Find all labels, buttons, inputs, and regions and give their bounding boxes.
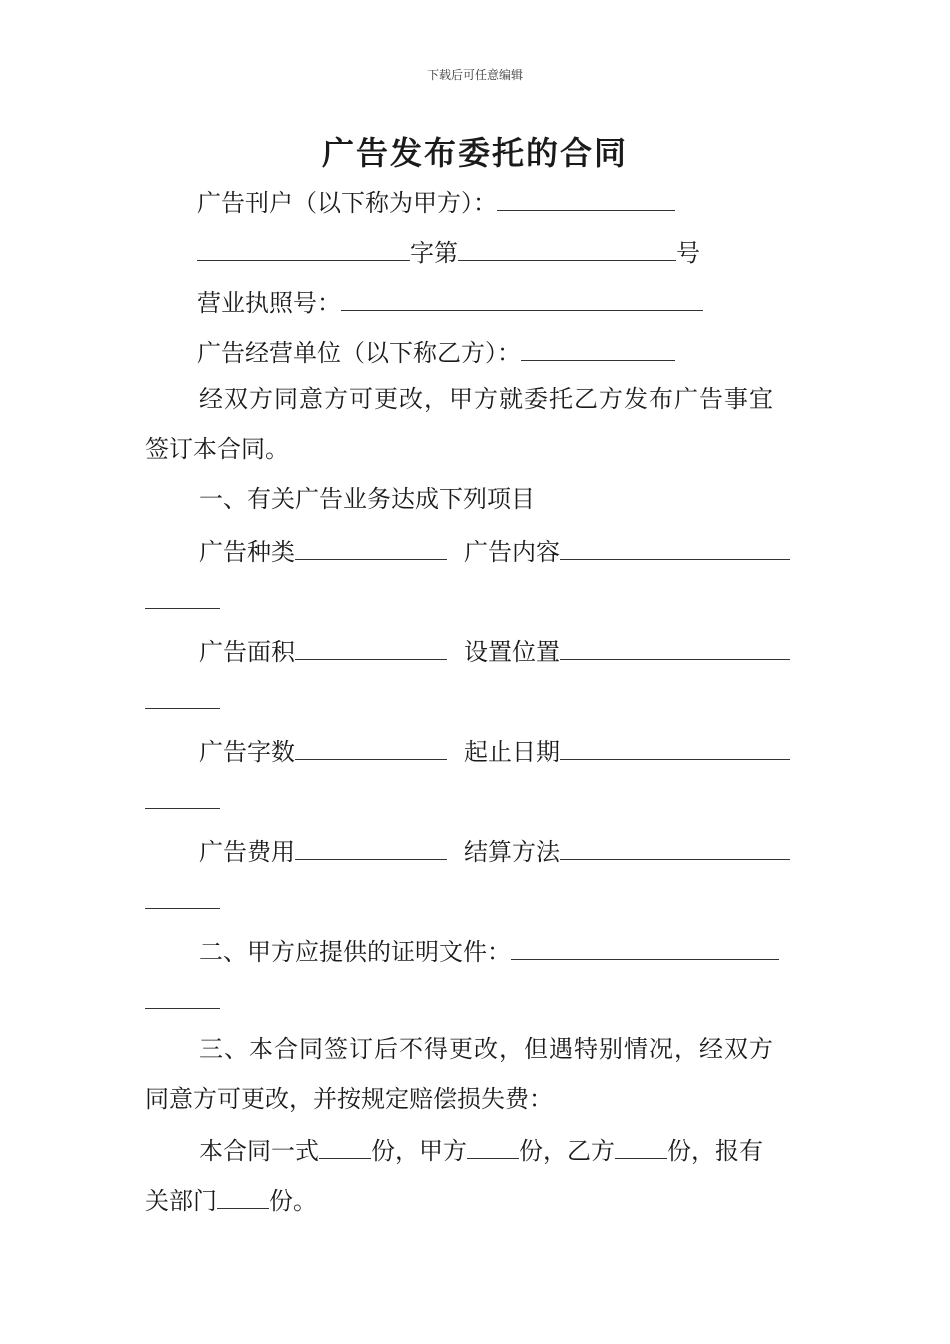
license-mid-label: 字第 (410, 239, 458, 267)
document-title: 广告发布委托的合同 (321, 134, 628, 172)
license-end-label: 号 (676, 239, 700, 267)
copies-text: 关部门 (145, 1187, 217, 1215)
business-license-blank[interactable] (341, 284, 703, 311)
item-blank-continuation[interactable] (145, 807, 220, 809)
item-label: 广告内容 (464, 538, 560, 566)
license-number-blank[interactable] (458, 234, 676, 261)
item-blank[interactable] (295, 733, 447, 760)
item-label: 广告面积 (199, 638, 295, 666)
section-2-line (199, 933, 779, 968)
item-label: 起止日期 (464, 738, 560, 766)
intro-line-2: 签订本合同。 (145, 435, 289, 463)
party-b-label: 广告经营单位（以下称乙方）： (197, 339, 521, 367)
header-note: 下载后可任意编辑 (426, 68, 523, 82)
item-blank[interactable] (295, 533, 447, 560)
section-1-heading: 一、有关广告业务达成下列项目 (199, 485, 535, 513)
total-copies-blank[interactable] (319, 1132, 371, 1159)
item-blank[interactable] (295, 633, 447, 660)
item-row (199, 533, 790, 568)
party-b-blank[interactable] (521, 334, 675, 361)
item-blank[interactable] (560, 733, 790, 760)
section-3-line-2: 同意方可更改，并按规定赔偿损失费： (145, 1085, 553, 1113)
copies-text: 份，甲方 (371, 1137, 467, 1165)
license-prefix-blank[interactable] (197, 234, 410, 261)
item-label: 结算方法 (464, 838, 560, 866)
item-blank[interactable] (560, 633, 790, 660)
party-a-label: 广告刊户（以下称为甲方）： (197, 189, 497, 217)
item-blank-continuation[interactable] (145, 707, 220, 709)
copies-text: 份，乙方 (519, 1137, 615, 1165)
party-a-copies-blank[interactable] (467, 1132, 519, 1159)
business-license-label: 营业执照号： (197, 289, 341, 317)
copies-text: 份。 (269, 1187, 317, 1215)
item-label: 广告费用 (199, 838, 295, 866)
item-label: 广告种类 (199, 538, 295, 566)
section-3-line-1: 三、本合同签订后不得更改，但遇特别情况，经双方 (199, 1035, 774, 1063)
party-a-line (197, 184, 675, 219)
item-row (199, 633, 790, 668)
license-number-line (197, 234, 700, 269)
party-a-blank[interactable] (497, 184, 675, 211)
copies-line-1 (199, 1132, 763, 1167)
item-blank-continuation[interactable] (145, 907, 220, 909)
department-copies-blank[interactable] (217, 1182, 269, 1209)
item-blank[interactable] (560, 833, 790, 860)
item-blank[interactable] (560, 533, 790, 560)
party-b-line (197, 334, 675, 369)
item-row (199, 833, 790, 868)
item-blank-continuation[interactable] (145, 607, 220, 609)
section-2-label: 二、甲方应提供的证明文件： (199, 938, 511, 966)
item-label: 设置位置 (464, 638, 560, 666)
party-b-copies-blank[interactable] (615, 1132, 667, 1159)
item-blank[interactable] (295, 833, 447, 860)
copies-text: 本合同一式 (199, 1137, 319, 1165)
copies-text: 份，报有 (667, 1137, 763, 1165)
section-2-blank-continuation[interactable] (145, 1007, 220, 1009)
intro-line-1: 经双方同意方可更改，甲方就委托乙方发布广告事宜 (199, 385, 774, 413)
section-2-blank[interactable] (511, 933, 779, 960)
business-license-line (197, 284, 703, 319)
item-label: 广告字数 (199, 738, 295, 766)
item-row (199, 733, 790, 768)
copies-line-2 (145, 1182, 317, 1217)
